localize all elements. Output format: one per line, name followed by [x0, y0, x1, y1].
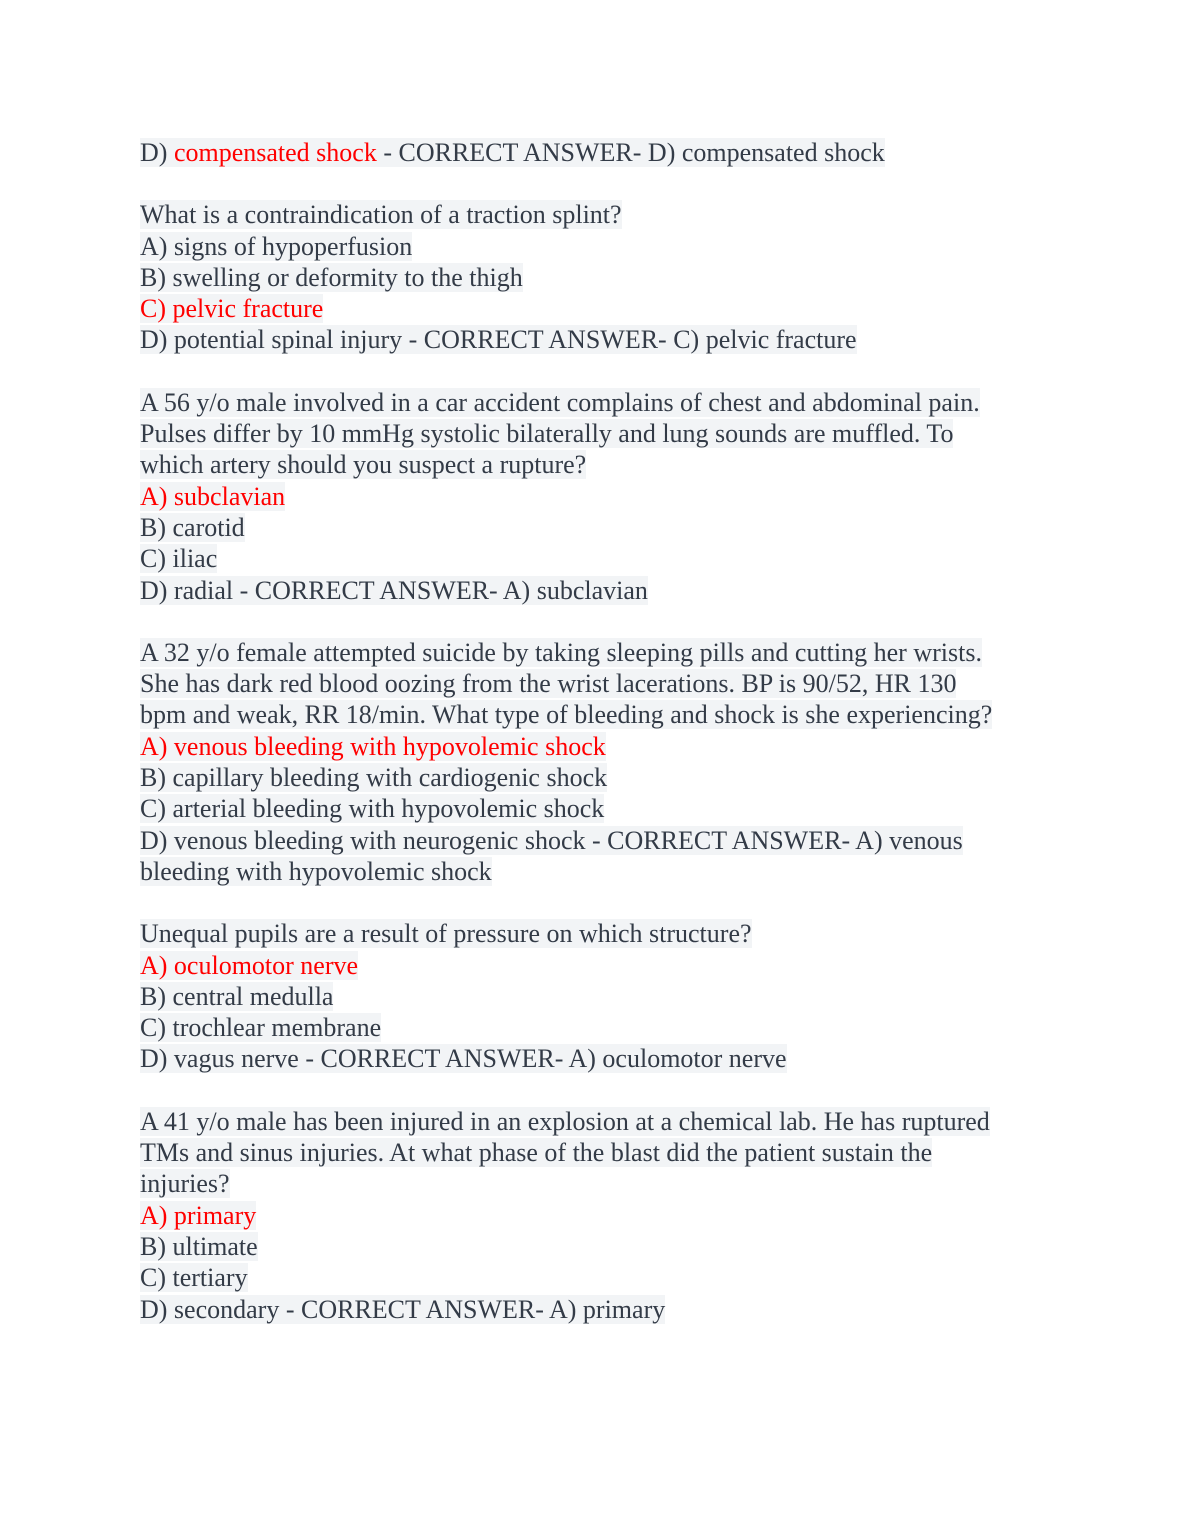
line-text — [140, 294, 323, 323]
line-segment: D) venous bleeding with neurogenic shock - CORRECT ANSWER- A) venous — [140, 825, 963, 855]
text-line — [140, 575, 1040, 606]
line-text — [140, 450, 586, 479]
line-segment: She has dark red blood oozing from the wrist lacerations. BP is 90/52, HR 130 — [140, 669, 957, 699]
line-segment: TMs and sinus injuries. At what phase of the blast did the patient sustain the — [140, 1138, 933, 1168]
line-text — [140, 1263, 248, 1292]
text-line — [140, 262, 1040, 293]
line-segment: bpm and weak, RR 18/min. What type of bleeding and shock is she experiencing? — [140, 700, 993, 730]
line-text — [140, 325, 857, 354]
line-text — [140, 1169, 230, 1198]
line-segment: D) radial - CORRECT ANSWER- A) subclavian — [140, 575, 648, 605]
text-line — [140, 856, 1040, 887]
text-line — [140, 668, 1040, 699]
line-text — [140, 951, 358, 980]
line-segment: C) trochlear membrane — [140, 1013, 382, 1043]
line-text — [140, 200, 622, 229]
text-line — [140, 1294, 1040, 1325]
line-segment: C) arterial bleeding with hypovolemic shock — [140, 794, 605, 824]
text-line — [140, 387, 1040, 418]
text-line — [140, 825, 1040, 856]
line-segment: which artery should you suspect a rupture? — [140, 450, 587, 480]
correct-answer-text: A) primary — [140, 1200, 257, 1230]
line-text — [140, 1201, 256, 1230]
text-line — [140, 1231, 1040, 1262]
line-text — [140, 419, 953, 448]
text-line — [140, 418, 1040, 449]
line-text — [140, 732, 606, 761]
text-line — [140, 449, 1040, 480]
correct-answer-text: C) pelvic fracture — [140, 294, 324, 324]
text-line — [140, 231, 1040, 262]
line-text — [140, 857, 492, 886]
text-line — [140, 1200, 1040, 1231]
line-segment: A 56 y/o male involved in a car accident complains of chest and abdominal pain. — [140, 387, 980, 417]
line-text — [140, 544, 217, 573]
line-text — [140, 1044, 787, 1073]
line-segment: A 32 y/o female attempted suicide by taking sleeping pills and cutting her wrists. — [140, 637, 982, 667]
text-line — [140, 1137, 1040, 1168]
line-text — [140, 138, 885, 167]
question-block — [140, 199, 1040, 355]
line-segment: Unequal pupils are a result of pressure on which structure? — [140, 919, 752, 949]
line-segment: B) swelling or deformity to the thigh — [140, 262, 523, 292]
line-segment: injuries? — [140, 1169, 230, 1199]
question-block — [140, 387, 1040, 606]
text-line — [140, 199, 1040, 230]
correct-answer-text: A) subclavian — [140, 481, 286, 511]
line-segment: B) carotid — [140, 512, 245, 542]
line-text — [140, 576, 648, 605]
question-block — [140, 637, 1040, 887]
text-line — [140, 481, 1040, 512]
line-text — [140, 1232, 258, 1261]
correct-answer-text: A) oculomotor nerve — [140, 950, 359, 980]
line-segment: bleeding with hypovolemic shock — [140, 856, 492, 886]
line-segment: A) signs of hypoperfusion — [140, 231, 413, 261]
text-line — [140, 293, 1040, 324]
line-segment: C) iliac — [140, 544, 218, 574]
text-line — [140, 1262, 1040, 1293]
line-segment: D) vagus nerve - CORRECT ANSWER- A) oculomotor nerve — [140, 1044, 787, 1074]
line-segment: A 41 y/o male has been injured in an explosion at a chemical lab. He has ruptured — [140, 1106, 990, 1136]
line-text — [140, 232, 412, 261]
line-text — [140, 482, 285, 511]
line-text — [140, 700, 992, 729]
correct-answer-text: A) venous bleeding with hypovolemic shock — [140, 731, 606, 761]
line-text — [140, 1138, 932, 1167]
line-segment: Pulses differ by 10 mmHg systolic bilaterally and lung sounds are muffled. To — [140, 419, 954, 449]
text-line — [140, 512, 1040, 543]
line-text — [140, 263, 523, 292]
line-text — [140, 919, 752, 948]
line-segment: B) ultimate — [140, 1231, 258, 1261]
line-text — [140, 763, 607, 792]
text-line — [140, 950, 1040, 981]
line-segment: B) capillary bleeding with cardiogenic shock — [140, 763, 608, 793]
line-text — [140, 826, 963, 855]
text-line — [140, 543, 1040, 574]
text-line — [140, 731, 1040, 762]
text-line — [140, 1043, 1040, 1074]
line-text — [140, 1013, 381, 1042]
line-segment: B) central medulla — [140, 981, 334, 1011]
line-text — [140, 794, 604, 823]
text-line — [140, 1012, 1040, 1043]
text-line — [140, 324, 1040, 355]
answer-continuation — [140, 137, 1040, 168]
document-content — [140, 137, 1040, 1356]
text-line — [140, 637, 1040, 668]
line-segment: C) tertiary — [140, 1263, 248, 1293]
text-line — [140, 699, 1040, 730]
text-line — [140, 918, 1040, 949]
correct-answer-text: compensated shock — [173, 138, 377, 167]
line-segment: D) potential spinal injury - CORRECT ANSWER- C) pelvic fracture — [140, 325, 857, 355]
line-segment: D) — [140, 138, 174, 167]
line-text — [140, 1295, 665, 1324]
line-segment: What is a contraindication of a traction splint? — [140, 200, 622, 230]
line-segment: - CORRECT ANSWER- D) compensated shock — [376, 138, 885, 167]
text-line — [140, 762, 1040, 793]
question-block — [140, 1106, 1040, 1325]
text-line — [140, 981, 1040, 1012]
text-line — [140, 137, 1040, 168]
line-text — [140, 1107, 990, 1136]
text-line — [140, 793, 1040, 824]
line-text — [140, 982, 333, 1011]
text-line — [140, 1106, 1040, 1137]
line-segment: D) secondary - CORRECT ANSWER- A) primary — [140, 1294, 666, 1324]
line-text — [140, 669, 956, 698]
line-text — [140, 388, 980, 417]
question-block — [140, 918, 1040, 1074]
text-line — [140, 1168, 1040, 1199]
line-text — [140, 513, 245, 542]
line-text — [140, 638, 982, 667]
